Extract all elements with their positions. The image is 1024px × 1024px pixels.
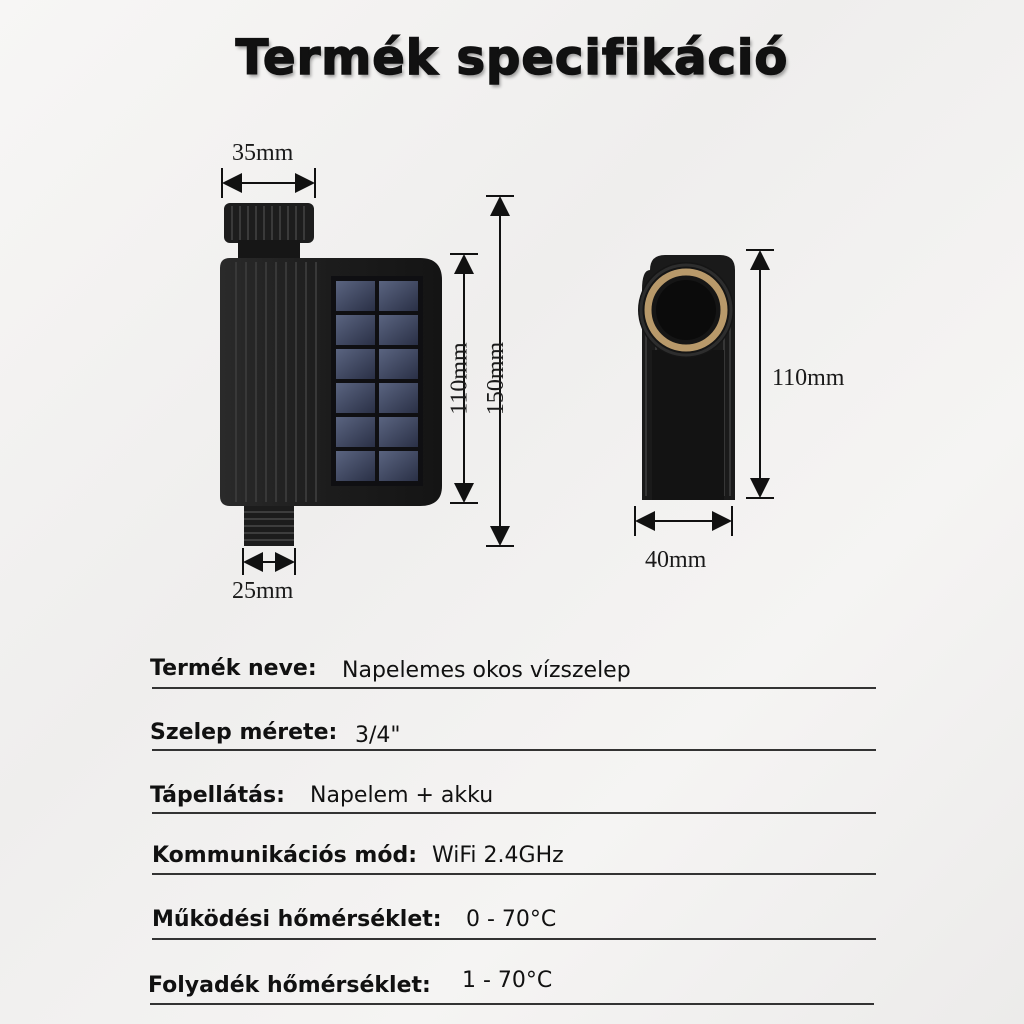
dimension-bottom-width: 25mm — [232, 578, 294, 604]
divider — [152, 873, 876, 875]
divider — [152, 687, 876, 689]
dimension-top-width: 35mm — [232, 140, 294, 166]
side-view — [638, 255, 735, 500]
divider — [150, 1003, 874, 1005]
divider — [152, 938, 876, 940]
spec-value: 3/4" — [355, 723, 401, 748]
divider — [152, 812, 876, 814]
dimension-side-height: 110mm — [772, 365, 845, 391]
spec-label: Szelep mérete: — [150, 720, 338, 745]
spec-value: 0 - 70°C — [466, 907, 557, 932]
divider — [152, 749, 876, 751]
top-connector — [224, 203, 314, 258]
spec-value: Napelem + akku — [310, 783, 494, 808]
bottom-connector — [244, 506, 294, 546]
spec-label: Tápellátás: — [150, 783, 285, 808]
dimension-side-width: 40mm — [645, 547, 707, 573]
page-title: Termék specifikáció — [235, 30, 789, 86]
spec-label: Működési hőmérséklet: — [152, 907, 442, 932]
spec-value: 1 - 70°C — [462, 968, 553, 993]
spec-value: WiFi 2.4GHz — [432, 843, 564, 868]
spec-label: Folyadék hőmérséklet: — [148, 973, 431, 998]
spec-label: Termék neve: — [150, 656, 317, 681]
dimension-total-height: 150mm — [483, 341, 510, 416]
spec-label: Kommunikációs mód: — [152, 843, 417, 868]
spec-value: Napelemes okos vízszelep — [342, 658, 631, 683]
valve-body — [220, 258, 442, 506]
dimension-body-height: 110mm — [446, 342, 473, 415]
